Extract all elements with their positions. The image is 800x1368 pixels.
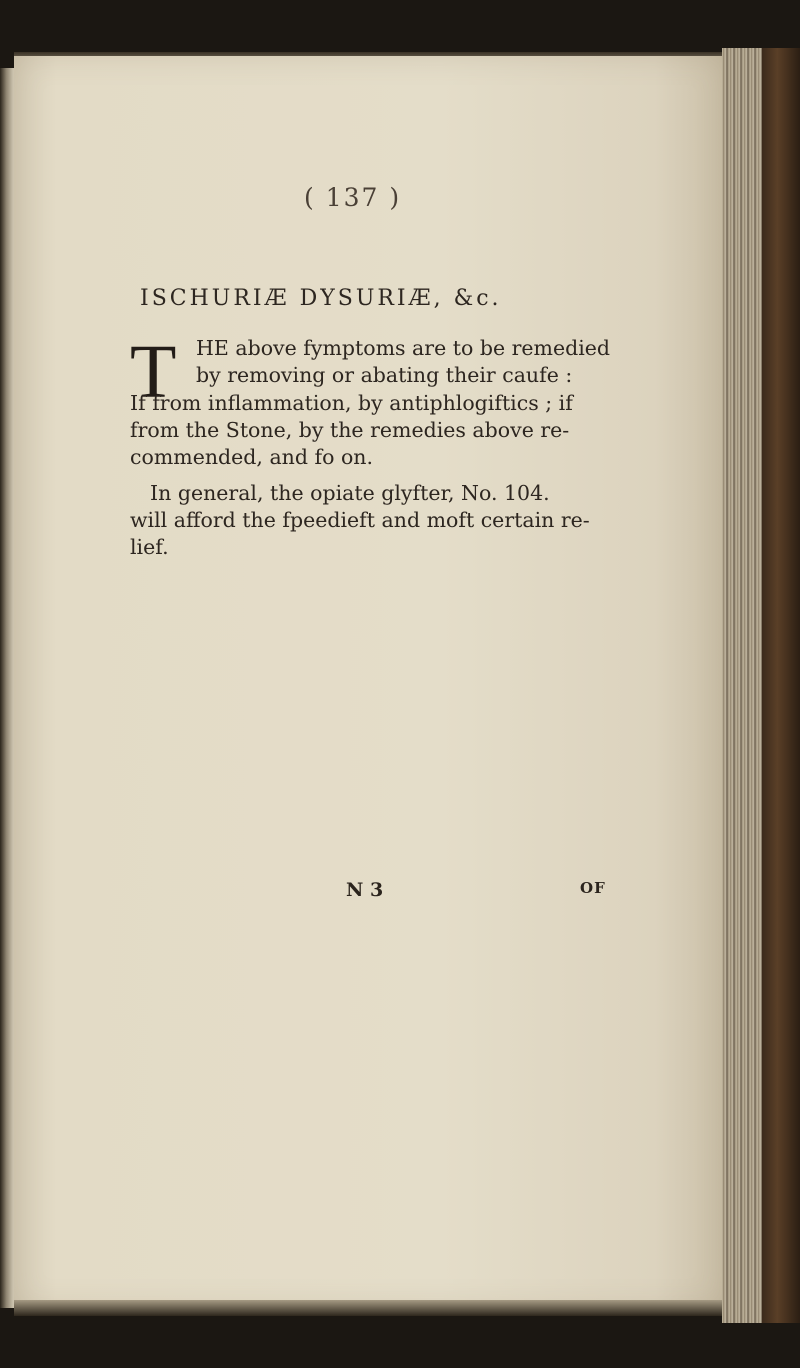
page-number: ( 137 ) [304, 183, 402, 212]
text-line: by removing or abating their caufe : [196, 363, 573, 387]
book-page [14, 56, 726, 1308]
paragraph-1-head [196, 335, 616, 389]
signature-mark: N 3 [346, 879, 384, 901]
text-line: commended, and fo on. [130, 445, 374, 469]
paragraph-2 [130, 480, 600, 561]
catchword: OF [580, 879, 606, 897]
paragraph-1-body [130, 390, 600, 471]
text-line: will afford the fpeedieft and moft certain re- [130, 508, 590, 532]
page-title: ISCHURIÆ DYSURIÆ, &c. [140, 286, 502, 311]
drop-cap: T [130, 330, 177, 414]
page-bottom-edge [14, 1300, 734, 1316]
text-line: HE above fymptoms are to be remedied [196, 336, 611, 360]
text-line: from the Stone, by the remedies above re- [130, 418, 570, 442]
text-line: If from inflammation, by antiphlogiftics ; if [130, 391, 573, 415]
book [0, 48, 800, 1323]
text-line: lief. [130, 535, 169, 559]
book-cover-edge [762, 48, 800, 1323]
text-line: In general, the opiate glyfter, No. 104. [150, 481, 550, 505]
